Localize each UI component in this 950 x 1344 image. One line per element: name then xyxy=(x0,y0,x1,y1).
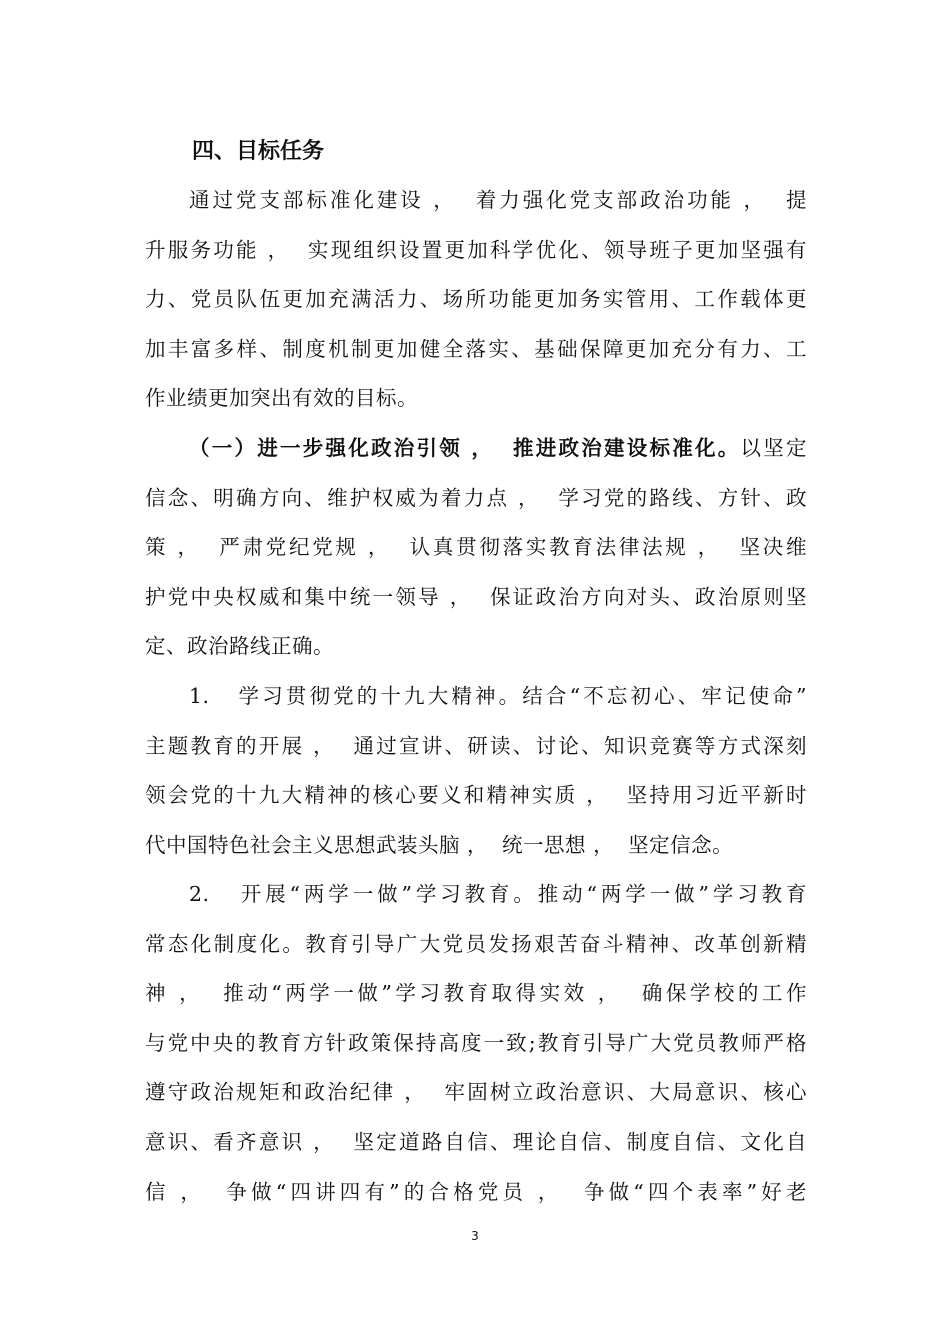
text-line: 1. 学习贯彻党的十九大精神。结合“不忘初心、牢记使命” xyxy=(189,684,807,708)
section-heading: 四、目标任务 xyxy=(192,139,325,164)
text-line: 策 ， 严肃党纪党规 ， 认真贯彻落实教育法律法规 ， 坚决维 xyxy=(145,535,807,560)
paragraph-goal-summary xyxy=(145,176,807,424)
text-line: 领会党的十九大精神的核心要义和精神实质 ， 坚持用习近平新时 xyxy=(145,783,807,808)
text-line: 定、政治路线正确。 xyxy=(145,634,334,659)
text-line: 作业绩更加突出有效的目标。 xyxy=(145,386,418,411)
text-line: 护党中央权威和集中统一领导 ， 保证政治方向对头、政治原则坚 xyxy=(145,584,807,609)
text-line: 通过党支部标准化建设 ， 着力强化党支部政治功能 ， 提 xyxy=(189,188,807,212)
text-line: 加丰富多样、制度机制更加健全落实、基础保障更加充分有力、工 xyxy=(145,336,807,361)
text-line xyxy=(145,424,807,474)
text-line: 意识、看齐意识 ， 坚定道路自信、理论自信、制度自信、文化自 xyxy=(145,1129,807,1154)
paragraph-item-1 xyxy=(145,672,807,870)
text-line: 主题教育的开展 ， 通过宣讲、研读、讨论、知识竞赛等方式深刻 xyxy=(145,733,807,758)
text-line: 代中国特色社会主义思想武装头脑 ， 统一思想 ， 坚定信念。 xyxy=(145,832,734,857)
text-line: 2. 开展“两学一做”学习教育。推动“两学一做”学习教育 xyxy=(189,882,807,906)
text-run: 以坚定 xyxy=(740,436,807,460)
paragraph-item-2 xyxy=(145,870,807,1217)
text-line: 遵守政治规矩和政治纪律 ， 牢固树立政治意识、大局意识、核心 xyxy=(145,1080,807,1105)
text-line: 信念、明确方向、维护权威为着力点 ， 学习党的路线、方针、政 xyxy=(145,485,807,510)
text-line: 升服务功能 ， 实现组织设置更加科学优化、领导班子更加坚强有 xyxy=(145,237,807,262)
text-line: 常态化制度化。教育引导广大党员发扬艰苦奋斗精神、改革创新精 xyxy=(145,931,807,956)
text-line: 力、党员队伍更加充满活力、场所功能更加务实管用、工作载体更 xyxy=(145,287,807,312)
text-line: 信 ， 争做“四讲四有”的合格党员 ， 争做“四个表率”好老 xyxy=(145,1179,807,1204)
text-line: 与党中央的教育方针政策保持高度一致;教育引导广大党员教师严格 xyxy=(145,1030,807,1055)
text-line: 神 ， 推动“两学一做”学习教育取得实效 ， 确保学校的工作 xyxy=(145,981,807,1006)
subsection-heading: （一）进一步强化政治引领 ， 推进政治建设标准化。 xyxy=(189,436,741,460)
paragraph-political-guidance xyxy=(145,424,807,672)
page-number: 3 xyxy=(471,1229,479,1243)
